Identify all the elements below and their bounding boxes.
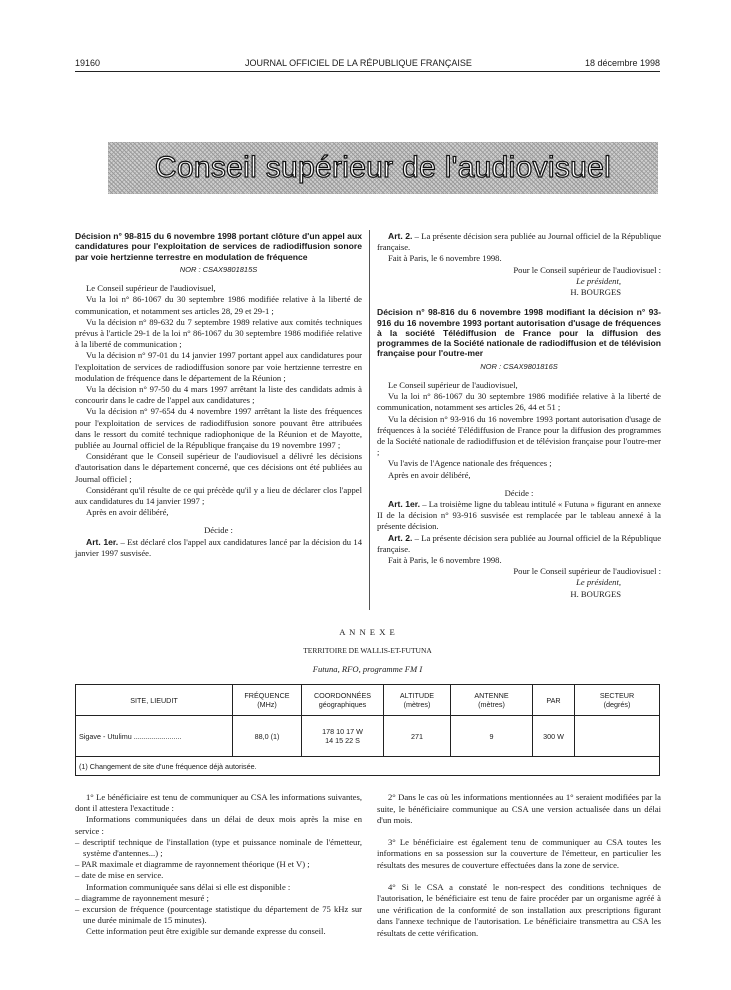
paragraph: Vu l'avis de l'Agence nationale des fréquences ;: [388, 458, 552, 469]
list-item: – descriptif technique de l'installation (type et puissance nominale de l'émetteur, système d'antennes...) ;: [75, 836, 362, 859]
paragraph: Après en avoir délibéré,: [86, 507, 169, 518]
col-header-sector: SECTEUR (degrés): [575, 685, 660, 716]
bottom-left-column: [75, 792, 362, 938]
president-name: H. BOURGES: [570, 588, 621, 599]
article-label: Art. 2.: [388, 532, 413, 543]
col-header-par: PAR: [533, 685, 575, 716]
paragraph: Vu la décision n° 89-632 du 7 septembre 1989 relative aux comités techniques prévus à l'article 29-1 de la loi n° 86-1067 du 30 septembre 1986 modifiée relative à la liberté de communication ;: [75, 316, 362, 350]
paragraph: Vu la décision n° 97-01 du 14 janvier 1997 portant appel aux candidatures pour l'exploitation de services de radiodiffusion sonore par voie hertzienne terrestre en modulation de fréquence dans le département de la Réunion ;: [75, 350, 362, 383]
president-title: Le président,: [576, 577, 621, 588]
paragraph: Information communiquée sans délai si elle est disponible :: [86, 881, 291, 892]
running-header: [75, 58, 660, 72]
col-header-antenna: ANTENNE (mètres): [451, 685, 533, 716]
article-2: [377, 533, 661, 555]
signature-line: Pour le Conseil supérieur de l'audiovisuel :: [513, 566, 661, 577]
table-footnote-row: [76, 757, 660, 776]
paragraph: Vu la décision n° 97-654 du 4 novembre 1997 arrêtant la liste des fréquences pour l'exploitation de services de radiodiffusion sonore pouvant être attribuées dans le ressort du comité technique radiophonique de la Réunion et de Mayotte, publiée au Journal officiel de la République française du 19 novembre 1997 ;: [75, 406, 362, 450]
signature-line: Pour le Conseil supérieur de l'audiovisuel :: [513, 264, 661, 275]
nor-reference: NOR : CSAX9801815S: [179, 264, 258, 274]
president-title: Le président,: [576, 275, 621, 286]
annexe-title: A N N E X E: [339, 627, 396, 637]
signature-title: [377, 577, 661, 588]
paragraph: Vu la loi n° 86-1067 du 30 septembre 1986 modifiée relative à la liberté de communication, et notamment ses articles 28, 29 et 29-1 ;: [75, 294, 362, 316]
article-label: Art. 1er.: [86, 536, 119, 547]
paragraph: Vu la décision n° 97-50 du 4 mars 1997 arrêtant la liste des candidats admis à concourir dans le cadre de l'appel aux candidatures ;: [75, 383, 362, 406]
page-number: 19160: [75, 58, 101, 68]
cell-sector: [575, 716, 660, 757]
right-column: [377, 231, 661, 600]
paragraph: Informations communiquées dans un délai de deux mois après la mise en service :: [75, 814, 362, 836]
col-header-coordinates: COORDONNÉES géographiques: [302, 685, 384, 716]
article-1: [377, 499, 661, 533]
article-text: – La présente décision sera publiée au Journal officiel de la République française.: [377, 532, 662, 554]
left-column: [75, 231, 362, 559]
cell-site: Sigave - Utulimu ........................: [76, 716, 233, 757]
decision-title: Décision n° 98-816 du 6 novembre 1998 modifiant la décision n° 93-916 du 16 novembre 1993 portant autorisation d'usage de fréquences à la société Télédiffusion de France pour la diffusion des programmes de la Société nationale de radiodiffusion et de télévision française pour l'outre-mer: [377, 307, 661, 359]
paragraph: 3° Le bénéficiaire est également tenu de communiquer au CSA toutes les informations en sa possession sur la couverture de l'émetteur, en particulier les résultats des mesures de couverture effectuées dans la zone de service.: [377, 836, 661, 870]
paragraph: Considérant que le Conseil supérieur de l'audiovisuel a délivré les décisions d'autorisation dans le département concerné, que ces décisions ont été publiées au Journal officiel ;: [75, 451, 362, 484]
president-name: H. BOURGES: [570, 287, 621, 298]
bottom-right-column: [377, 792, 661, 940]
cell-par: 300 W: [533, 716, 575, 757]
paragraph: Le Conseil supérieur de l'audiovisuel,: [388, 379, 518, 390]
article-text: – La troisième ligne du tableau intitulé « Futuna » figurant en annexe II de la décision n° 93-916 susvisée est remplacée par le tableau annexé à la présente décision.: [377, 498, 661, 532]
annexe-subtitle: Futuna, RFO, programme FM I: [312, 664, 423, 674]
cell-altitude: 271: [384, 716, 451, 757]
paragraph: 2° Dans le cas où les informations mentionnées au 1° seraient modifiées par la suite, le bénéficiaire communique au CSA une version actualisée dans un délai d'un mois.: [377, 792, 661, 826]
paragraph: Cette information peut être exigible sur demande expresse du conseil.: [86, 926, 326, 937]
paragraph: Le Conseil supérieur de l'audiovisuel,: [86, 283, 216, 294]
paragraph: 1° Le bénéficiaire est tenu de communiquer au CSA les informations suivantes, dont il attestera l'exactitude :: [75, 792, 362, 814]
table-header-row: [76, 685, 660, 716]
list-item: – diagramme de rayonnement mesuré ;: [75, 892, 209, 903]
decide-heading: Décide :: [204, 525, 233, 536]
cell-coordinates: 178 10 17 W 14 15 22 S: [302, 716, 384, 757]
col-header-altitude: ALTITUDE (mètres): [384, 685, 451, 716]
paragraph: Après en avoir délibéré,: [388, 469, 471, 480]
nor-reference: NOR : CSAX9801816S: [480, 361, 558, 371]
article-2: [377, 231, 661, 253]
list-item: – excursion de fréquence (pourcentage statistique du département de 75 kHz sur une durée minimale de 15 minutes).: [75, 904, 362, 926]
section-banner: [108, 142, 658, 194]
list-item: – PAR maximale et diagramme de rayonnement théorique (H et V) ;: [75, 859, 310, 870]
signature-title: [377, 276, 661, 287]
paragraph: Vu la loi n° 86-1067 du 30 septembre 1986 modifiée relative à la liberté de communication, notamment ses articles 26, 44 et 51 ;: [377, 391, 661, 413]
article-1: [75, 537, 362, 559]
column-divider: [369, 230, 370, 610]
paragraph: Considérant qu'il résulte de ce qui précède qu'il y a lieu de déclarer clos l'appel aux candidatures du 14 janvier 1997 ;: [75, 484, 362, 506]
col-header-site: SITE, LIEUDIT: [76, 685, 233, 716]
place-date: Fait à Paris, le 6 novembre 1998.: [388, 253, 502, 264]
table-row: [76, 716, 660, 757]
issue-date: 18 décembre 1998: [584, 58, 660, 68]
banner-title: Conseil supérieur de l'audiovisuel: [154, 151, 612, 184]
annexe-territory: TERRITOIRE DE WALLIS-ET-FUTUNA: [303, 646, 432, 655]
article-label: Art. 1er.: [388, 498, 421, 509]
annexe-table: [75, 684, 660, 776]
decide-heading: Décide :: [504, 487, 534, 498]
table-footnote: (1) Changement de site d'une fréquence déjà autorisée.: [76, 757, 660, 776]
col-header-frequency: FRÉQUENCE (MHz): [233, 685, 302, 716]
paragraph: Vu la décision n° 93-916 du 16 novembre 1993 portant autorisation d'usage de fréquences à la société Télédiffusion de France pour la diffusion des programmes de la Société nationale de radiodiffusion et de télévision française pour l'outre-mer ;: [377, 413, 661, 458]
header-rule: [75, 71, 660, 72]
list-item: – date de mise en service.: [75, 870, 164, 881]
article-text: – Est déclaré clos l'appel aux candidatures lancé par la décision du 14 janvier 1997 susvisée.: [75, 536, 362, 558]
journal-title: JOURNAL OFFICIEL DE LA RÉPUBLIQUE FRANÇAISE: [245, 58, 472, 68]
article-text: – La présente décision sera publiée au Journal officiel de la République française.: [377, 231, 662, 253]
decision-title: Décision n° 98-815 du 6 novembre 1998 portant clôture d'un appel aux candidatures pour l'exploitation de services de radiodiffusion sonore par voie hertzienne terrestre en modulation de fréquence: [75, 231, 362, 262]
article-label: Art. 2.: [388, 231, 413, 241]
paragraph: 4° Si le CSA a constaté le non-respect des conditions techniques de l'autorisation, le bénéficiaire est tenu de faire procéder par un organisme agréé à une vérification de la conformité de son installation aux prescriptions figurant dans l'annexe technique de l'autorisation. Le bénéficiaire transmettra au CSA les résultats de cette vérification.: [377, 881, 661, 938]
cell-antenna: 9: [451, 716, 533, 757]
cell-frequency: 88,0 (1): [233, 716, 302, 757]
place-date: Fait à Paris, le 6 novembre 1998.: [388, 554, 502, 565]
